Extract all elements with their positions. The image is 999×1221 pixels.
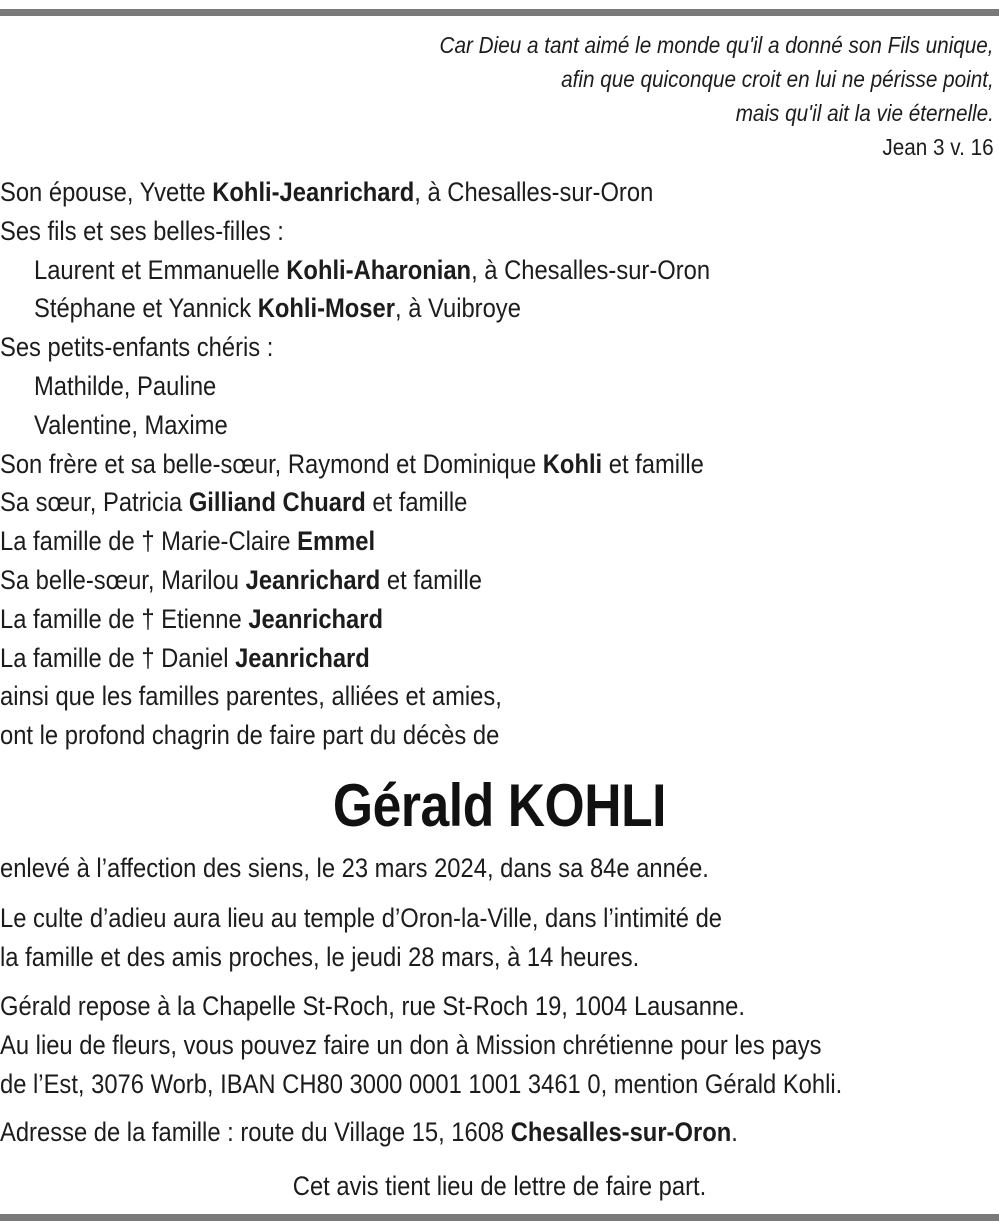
family-line-daniel: La famille de † Daniel Jeanrichard — [0, 643, 370, 673]
family-announcement: ont le profond chagrin de faire part du décès de — [0, 720, 500, 750]
verse-line-3: mais qu'il ait la vie éternelle. — [735, 100, 994, 126]
verse-reference: Jean 3 v. 16 — [882, 134, 994, 160]
family-line-son-1: Laurent et Emmanuelle Kohli-Aharonian, à Chesalles-sur-Oron — [34, 255, 711, 285]
top-border-rule — [0, 9, 999, 16]
family-line-marilou: Sa belle-sœur, Marilou Jeanrichard et famille — [0, 565, 483, 595]
family-address: Adresse de la famille : route du Village 15, 1608 Chesalles-sur-Oron. — [0, 1117, 738, 1147]
family-line-brother: Son frère et sa belle-sœur, Raymond et Dominique Kohli et famille — [0, 449, 704, 479]
service-line-2: la famille et des amis proches, le jeudi 28 mars, à 14 heures. — [0, 942, 640, 972]
donation-line-1: Au lieu de fleurs, vous pouvez faire un don à Mission chrétienne pour les pays — [0, 1030, 822, 1060]
family-line-emmel: La famille de † Marie-Claire Emmel — [0, 526, 376, 556]
family-grandchildren-2: Valentine, Maxime — [34, 410, 228, 440]
family-sons-header: Ses fils et ses belles-filles : — [0, 216, 284, 246]
verse-line-1: Car Dieu a tant aimé le monde qu'il a donné son Fils unique, — [440, 32, 994, 58]
deceased-name: Gérald KOHLI — [332, 772, 667, 839]
family-line-son-2: Stéphane et Yannick Kohli-Moser, à Vuibroye — [34, 293, 521, 323]
service-line-1: Le culte d’adieu aura lieu au temple d’Oron-la-Ville, dans l’intimité de — [0, 903, 723, 933]
donation-line-2: de l’Est, 3076 Worb, IBAN CH80 3000 0001 1001 3461 0, mention Gérald Kohli. — [0, 1069, 843, 1099]
family-line-etienne: La famille de † Etienne Jeanrichard — [0, 604, 384, 634]
death-details: enlevé à l’affection des siens, le 23 mars 2024, dans sa 84e année. — [0, 853, 709, 883]
verse-line-2: afin que quiconque croit en lui ne périsse point, — [561, 66, 994, 92]
rest-location: Gérald repose à la Chapelle St-Roch, rue St-Roch 19, 1004 Lausanne. — [0, 991, 745, 1021]
family-grandchildren-1: Mathilde, Pauline — [34, 371, 217, 401]
family-line-wife: Son épouse, Yvette Kohli-Jeanrichard, à Chesalles-sur-Oron — [0, 177, 654, 207]
family-relatives: ainsi que les familles parentes, alliées et amies, — [0, 681, 502, 711]
family-grandchildren-header: Ses petits-enfants chéris : — [0, 332, 274, 362]
family-line-sister: Sa sœur, Patricia Gilliand Chuard et famille — [0, 487, 468, 517]
bottom-border-rule — [0, 1214, 999, 1221]
closing-note: Cet avis tient lieu de lettre de faire part. — [292, 1171, 707, 1201]
